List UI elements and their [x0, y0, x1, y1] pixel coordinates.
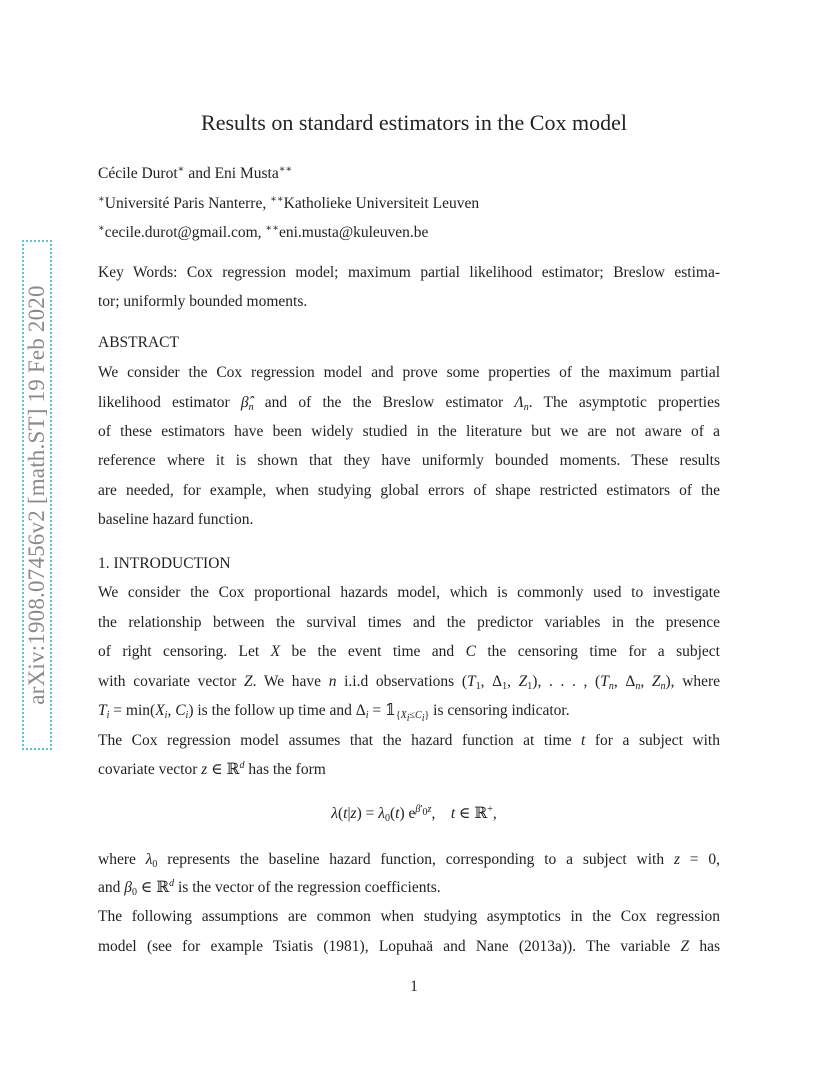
keywords-line-1: Key Words: Cox regression model; maximum partial likelihood estimator; Breslow estima- — [98, 264, 720, 281]
post-line-1: where $\lambda_0$ represents the baseline hazard function, corresponding to a subject with z = 0, — [98, 851, 720, 870]
abstract-heading: ABSTRACT — [98, 334, 179, 351]
intro-line-7: covariate vector z ∈ ℝ$^d$ has the form — [98, 760, 326, 778]
intro-line-4: with covariate vector Z. We have n i.i.d observations ($T_1$, $\Delta_1$, $Z_1$), . . . , ($T_n$, $\Delta_n$, $Z_n$), where — [98, 673, 721, 692]
arxiv-stamp — [22, 240, 52, 750]
emails-line: ∗cecile.durot@gmail.com, ∗∗eni.musta@kuleuven.be — [98, 223, 429, 241]
abstract-line-4: reference where it is shown that they have uniformly bounded moments. These results — [98, 452, 720, 469]
hazard-formula: $\lambda(t|z) = \lambda_0(t)$ $e^{\beta'_0z}$, t ∈ ℝ+, — [331, 804, 497, 824]
post-line-4: model (see for example Tsiatis (1981), Lopuhaä and Nane (2013a)). The variable Z has — [98, 938, 721, 955]
abstract-line-2: likelihood estimator $\betâ_n$ and of the the Breslow estimator $\Lambda_n$. The asymptotic properties — [98, 394, 720, 413]
intro-line-6: The Cox regression model assumes that the hazard function at time t for a subject with — [98, 732, 720, 749]
post-line-3: The following assumptions are common when studying asymptotics in the Cox regression — [98, 908, 720, 925]
intro-heading: 1. INTRODUCTION — [98, 555, 231, 572]
intro-line-5: $T_i = \min(X_i$, $C_i$) is the follow up time and $\Delta_i$ = $𝟙_{\{X_i\le C_i\}}$ is censoring indicator. — [98, 702, 570, 724]
abstract-line-5: are needed, for example, when studying global errors of shape restricted estimators of the — [98, 482, 720, 499]
intro-line-3: of right censoring. Let X be the event time and C the censoring time for a subject — [98, 643, 720, 660]
affiliations-line: ∗Université Paris Nanterre, ∗∗Katholieke Universiteit Leuven — [98, 194, 480, 212]
abstract-line-1: We consider the Cox regression model and prove some properties of the maximum partial — [98, 364, 720, 381]
intro-line-1: We consider the Cox proportional hazards model, which is commonly used to investigate — [98, 584, 720, 601]
authors-line: Cécile Durot∗ and Eni Musta∗∗ — [98, 164, 293, 182]
page-number: 1 — [410, 978, 418, 995]
keywords-line-2: tor; uniformly bounded moments. — [98, 293, 308, 310]
intro-line-2: the relationship between the survival times and the predictor variables in the presence — [98, 614, 720, 631]
post-line-2: and $\beta_0$ ∈ ℝ$^d$ is the vector of the regression coefficients. — [98, 878, 441, 898]
abstract-line-3: of these estimators have been widely studied in the literature but we are not aware of a — [98, 423, 720, 440]
paper-title: Results on standard estimators in the Cox model — [201, 110, 627, 135]
abstract-line-6: baseline hazard function. — [98, 511, 254, 528]
arxiv-stamp-text: arXiv:1908.07456v2 [math.ST] 19 Feb 2020 — [24, 285, 49, 705]
